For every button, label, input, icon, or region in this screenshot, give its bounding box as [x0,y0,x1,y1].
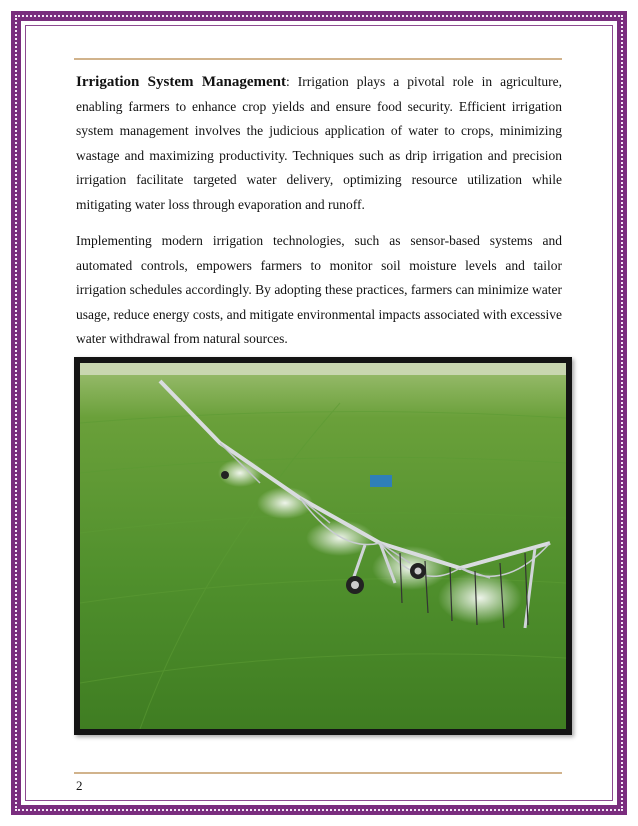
center-pivot-illustration [80,363,566,729]
paragraph-1-body: : Irrigation plays a pivotal role in agriculture, enabling farmers to enhance crop yields and ensure food security. Efficient irrigation system management involves the judicious application of water to crops, minimizing wastage and maximizing productivity. Techniques such as drip irrigation and precision irrigation facilitate targeted water delivery, optimizing resource utilization while mitigating water loss through evaporation and runoff. [76,74,562,212]
paragraph-2: Implementing modern irrigation technologies, such as sensor-based systems and automated controls, empowers farmers to monitor soil moisture levels and tailor irrigation schedules accordingly. By adopting these practices, farmers can minimize water usage, reduce energy costs, and mitigate environmental impacts associated with excessive water withdrawal from natural sources. [76,233,562,346]
section-heading: Irrigation System Management [76,74,287,90]
paragraph-1 [76,70,562,217]
page-number: 2 [76,778,83,793]
irrigation-photo [74,357,572,735]
footer-rule [74,772,562,774]
text-content [76,70,562,364]
header-rule [74,58,562,60]
